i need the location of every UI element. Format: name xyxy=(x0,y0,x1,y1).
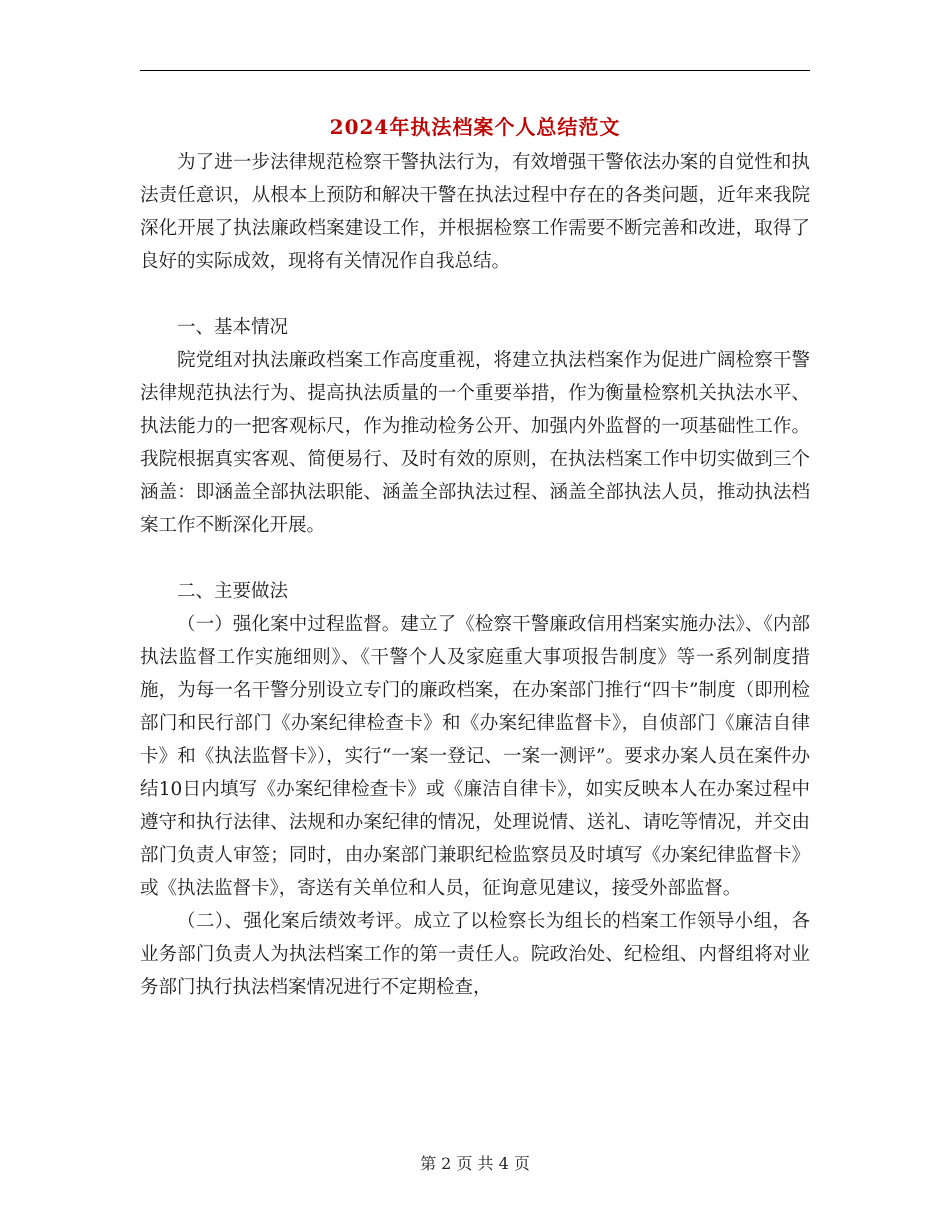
section-heading-practices: 二、主要做法 xyxy=(177,581,289,602)
document-title: 2024年执法档案个人总结范文 xyxy=(329,115,621,139)
practice-paragraph-1: （一）强化案中过程监督。建立了《检察干警廉政信用档案实施办法》、《内部执法监督工作实施细则》、《干警个人及家庭重大事项报告制度》等一系列制度措施，为每一名干警分别设立专门的廉政档案，在办案部门推行“四卡”制度（即刑检部门和民行部门《办案纪律检查卡》和《办案纪律监督卡》，自侦部门《廉洁自律卡》和《执法监督卡》），实行“一案一登记、一案一测评”。要求办案人员在案件办结10日内填写《办案纪律检查卡》或《廉洁自律卡》，如实反映本人在办案过程中遵守和执行法律、法规和办案纪律的情况，处理说情、送礼、请吃等情况，并交由部门负责人审签；同时，由办案部门兼职纪检监察员及时填写《办案纪律监督卡》或《执法监督卡》，寄送有关单位和人员，征询意见建议，接受外部监督。 xyxy=(140,614,810,899)
page-number: 第 2 页 共 4 页 xyxy=(420,1154,530,1173)
section-heading-basic: 一、基本情况 xyxy=(177,317,289,338)
header-rule xyxy=(140,70,810,71)
intro-paragraph: 为了进一步法律规范检察干警执法行为，有效增强干警依法办案的自觉性和执法责任意识，从根本上预防和解决干警在执法过程中存在的各类问题，近年来我院深化开展了执法廉政档案建设工作，并根据检察工作需要不断完善和改进，取得了良好的实际成效，现将有关情况作自我总结。 xyxy=(140,152,810,272)
practice-paragraph-2: （二）、强化案后绩效考评。成立了以检察长为组长的档案工作领导小组，各业务部门负责人为执法档案工作的第一责任人。院政治处、纪检组、内督组将对业务部门执行执法档案情况进行不定期检查， xyxy=(140,911,810,998)
document-body xyxy=(140,146,810,1004)
basic-situation-paragraph: 院党组对执法廉政档案工作高度重视，将建立执法档案作为促进广阔检察干警法律规范执法行为、提高执法质量的一个重要举措，作为衡量检察机关执法水平、执法能力的一把客观标尺，作为推动检务公开、加强内外监督的一项基础性工作。我院根据真实客观、简便易行、及时有效的原则，在执法档案工作中切实做到三个涵盖：即涵盖全部执法职能、涵盖全部执法过程、涵盖全部执法人员，推动执法档案工作不断深化开展。 xyxy=(140,350,810,536)
